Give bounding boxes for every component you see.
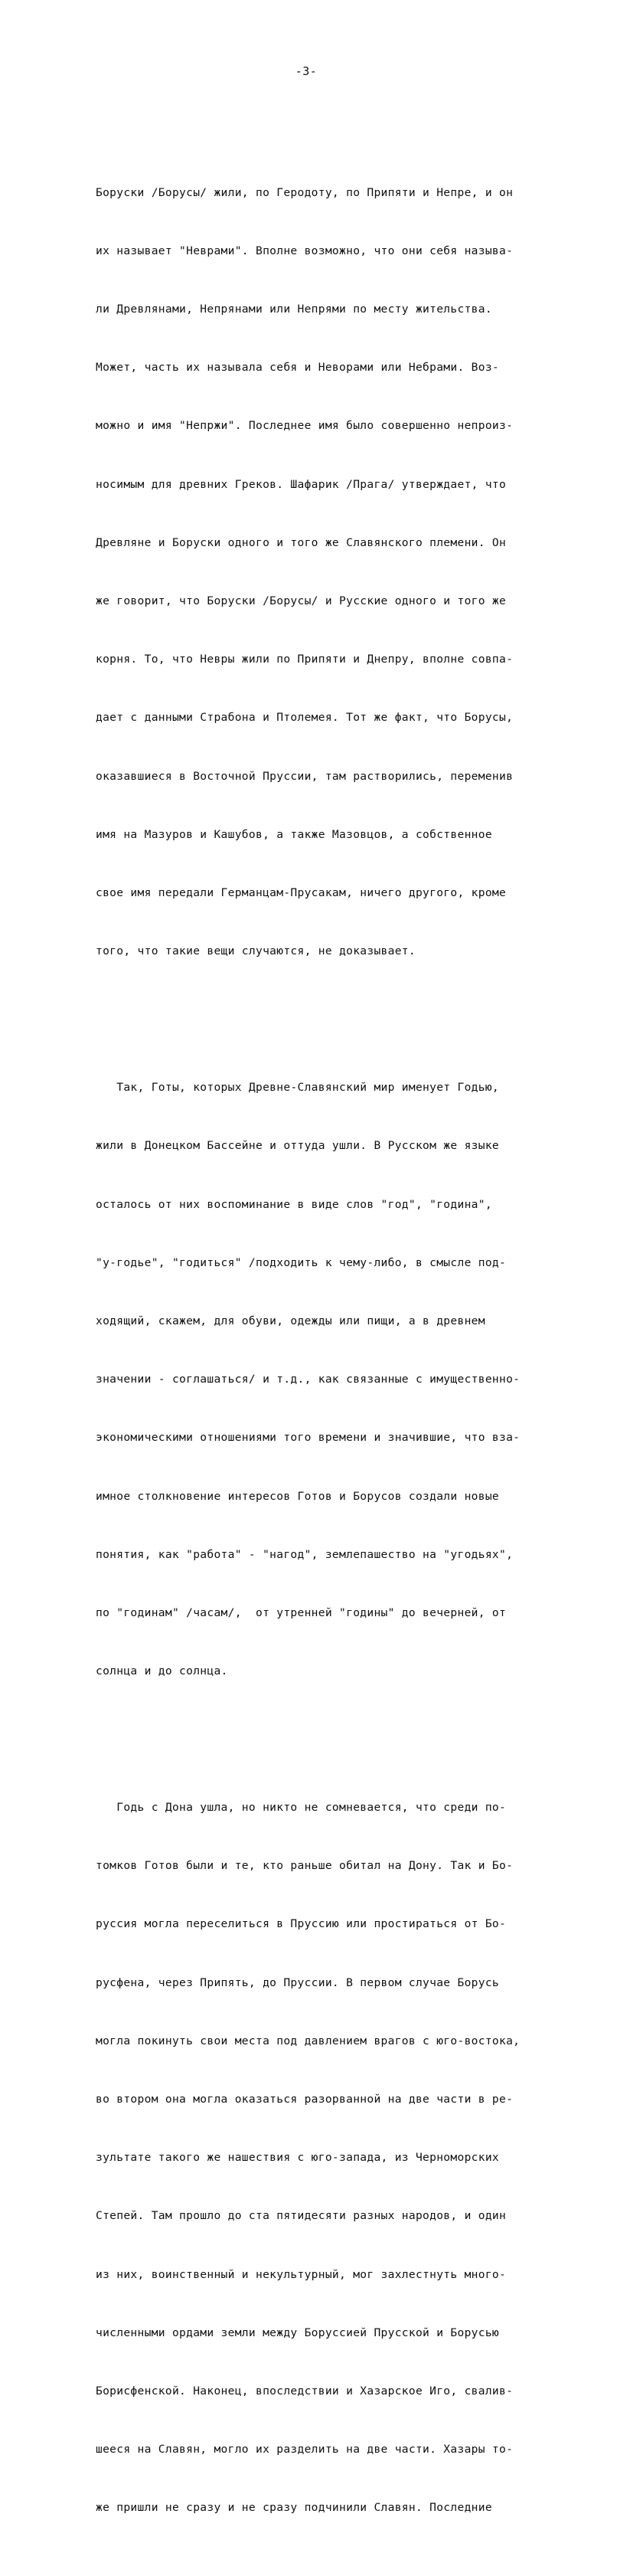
text-line: зультате такого же нашествия с юго-запада, из Черноморских	[96, 2151, 499, 2165]
text-line: ли Древлянами, Непрянами или Непрями по месту жительства.	[96, 303, 492, 316]
text-line: экономическими отношениями того времени и значившие, что вза-	[96, 1431, 521, 1445]
text-line: имя на Мазуров и Кашубов, а также Мазовцов, а собственное	[96, 827, 492, 841]
text-line: численными ордами земли между Боруссией Прусской и Борусью	[96, 2326, 499, 2339]
text-line: их называет "Неврами". Вполне возможно, что они себя называ-	[96, 244, 514, 257]
text-line: корня. То, что Невры жили по Припяти и Днепру, вполне совпа-	[96, 653, 514, 666]
text-line: "у-годье", "годиться" /подходить к чему-либо, в смысле под-	[96, 1255, 507, 1269]
text-line: жили в Донецком Бассейне и оттуда ушли. В Русском же языке	[96, 1139, 499, 1153]
paragraph	[96, 1759, 586, 2556]
body-text	[96, 105, 586, 2576]
text-line: носимым для древних Греков. Шафарик /Прага/ утверждает, что	[96, 477, 507, 491]
text-line: имное столкновение интересов Готов и Борусов создали новые	[96, 1489, 499, 1503]
text-line: солнца и до солнца.	[96, 1664, 228, 1678]
text-line: Так, Готы, которых Древне-Славянский мир именует Годью,	[96, 1081, 499, 1095]
text-line: Древляне и Боруски одного и того же Славянского племени. Он	[96, 535, 507, 549]
text-line: Может, часть их называла себя и Неворами или Небрами. Воз-	[96, 361, 499, 375]
text-line: понятия, как "работа" - "нагод", землепашество на "угодьях",	[96, 1547, 514, 1561]
text-line: руссия могла переселиться в Пруссию или простираться от Бо-	[96, 1917, 507, 1931]
text-line: того, что такие вещи случаются, не доказывает.	[96, 944, 416, 958]
text-line: дает с данными Страбона и Птолемея. Тот же факт, что Борусы,	[96, 711, 514, 725]
text-line: же пришли не сразу и не сразу подчинили Славян. Последние	[96, 2501, 492, 2515]
text-line: Борисфенской. Наконец, впоследствии и Хазарское Иго, свалив-	[96, 2384, 514, 2398]
text-line: шееся на Славян, могло их разделить на две части. Хазары то-	[96, 2443, 514, 2457]
text-line: свое имя передали Германцам-Прусакам, ничего другого, кроме	[96, 886, 507, 900]
paragraph	[96, 1039, 586, 1720]
text-line: ходящий, скажем, для обуви, одежды или пищи, а в древнем	[96, 1314, 485, 1327]
text-line: можно и имя "Непржи". Последнее имя было совершенно непроиз-	[96, 419, 514, 433]
text-line: могла покинуть свои места под давлением врагов с юго-востока,	[96, 2034, 521, 2047]
text-line: по "годинам" /часам/, от утренней "годины" до вечерней, от	[96, 1605, 507, 1619]
page-number: -3-	[295, 64, 318, 78]
text-line: Боруски /Борусы/ жили, по Геродоту, по Припяти и Непре, и он	[96, 185, 514, 199]
text-line: осталось от них воспоминание в виде слов "год", "година",	[96, 1197, 492, 1211]
text-line: Степей. Там прошло до ста пятидесяти разных народов, и один	[96, 2209, 507, 2223]
paragraph	[96, 144, 586, 1000]
text-line: оказавшиеся в Восточной Пруссии, там растворились, переменив	[96, 769, 514, 783]
text-line: из них, воинственный и некультурный, мог захлестнуть много-	[96, 2267, 507, 2281]
text-line: русфена, через Припять, до Пруссии. В первом случае Борусь	[96, 1975, 499, 1989]
text-line: же говорит, что Боруски /Борусы/ и Русские одного и того же	[96, 594, 507, 608]
text-line: томков Готов были и те, кто раньше обитал на Дону. Так и Бо-	[96, 1859, 514, 1873]
text-line: во втором она могла оказаться разорванной на две части в ре-	[96, 2092, 514, 2106]
text-line: Годь с Дона ушла, но никто не сомневается, что среди по-	[96, 1800, 507, 1814]
text-line: значении - соглашаться/ и т.д., как связанные с имущественно-	[96, 1373, 521, 1386]
